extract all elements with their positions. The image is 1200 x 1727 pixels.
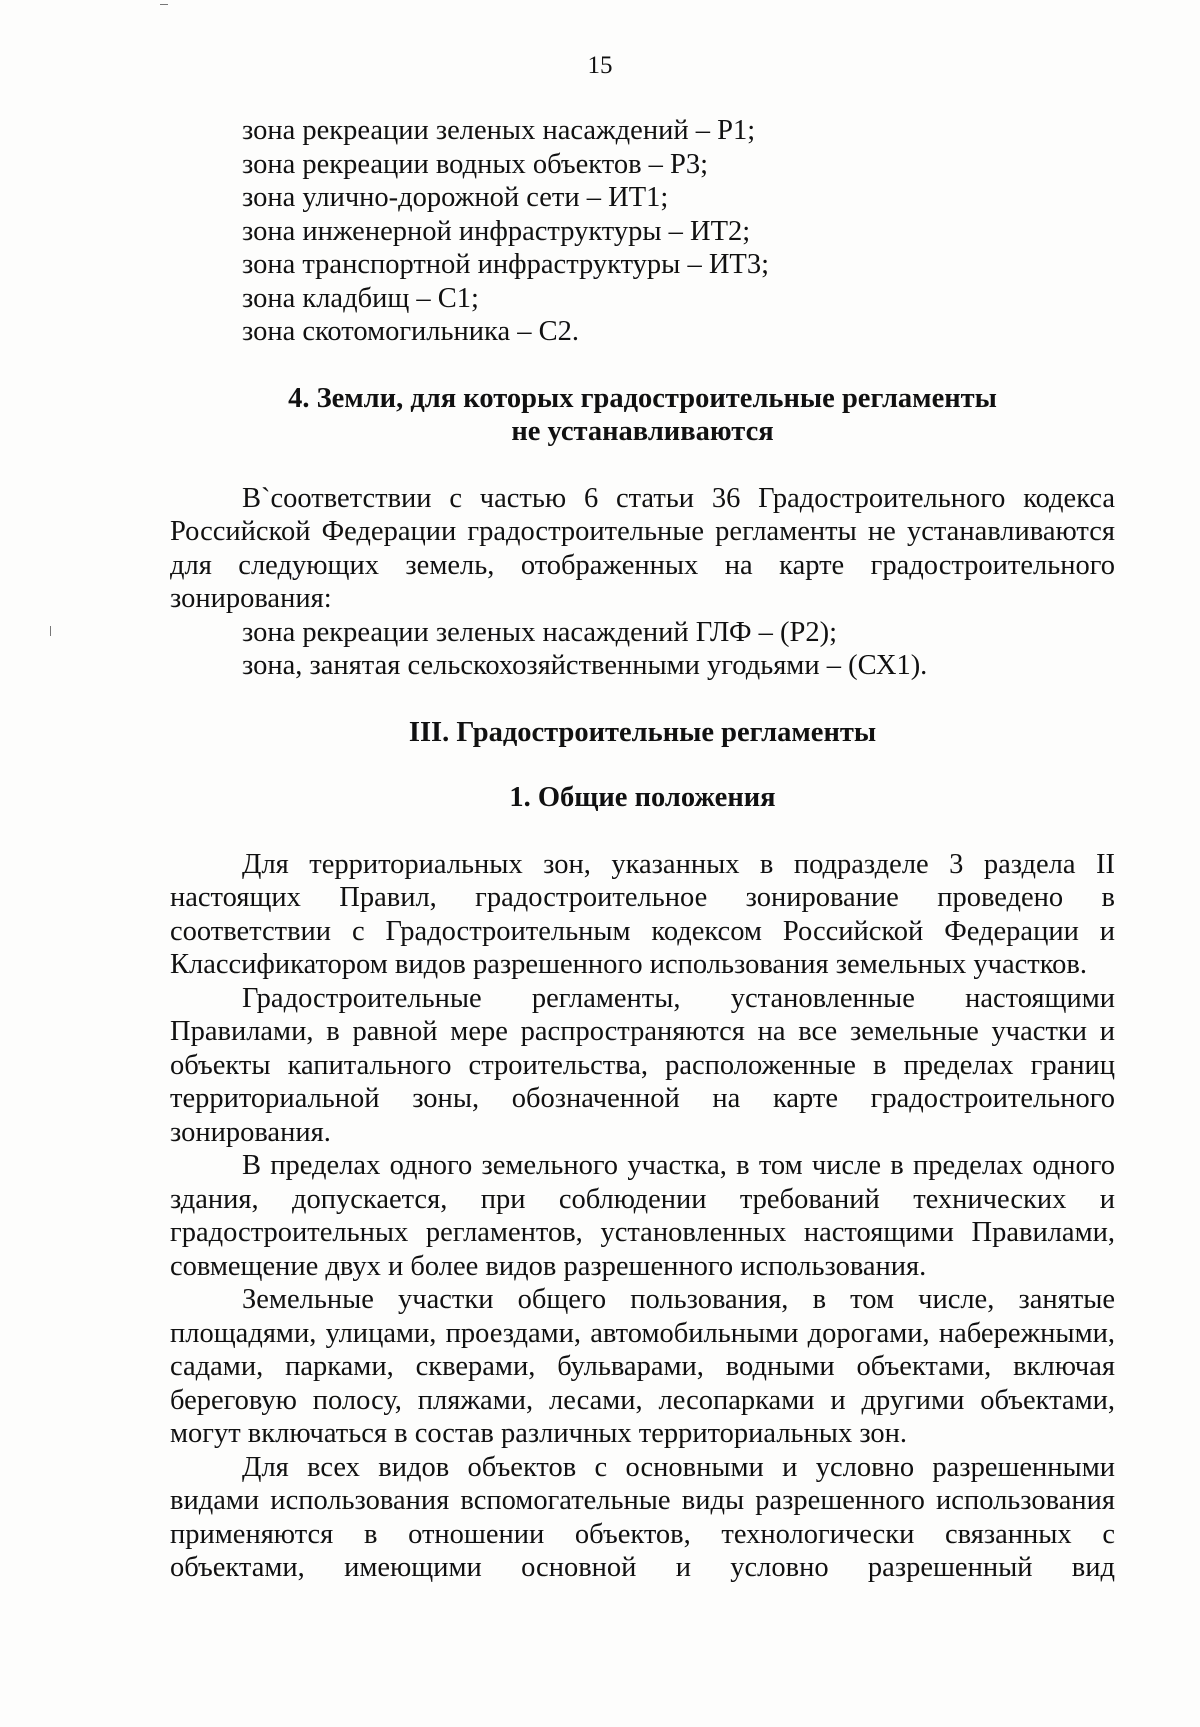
paragraph: Земельные участки общего пользования, в том числе, занятые площадями, улицами, проездами, автомобильными дорогами, набережными, садами, парками, скверами, бульварами, водными объектами, включая береговую полосу, пляжами, лесами, лесопарками и другими объектами, могут включаться в состав различных территориальных зон.	[170, 1284, 1115, 1449]
section-heading-line: 4. Земли, для которых градостроительные регламенты	[288, 382, 997, 414]
document-body	[170, 114, 1115, 1585]
paragraph: В`соответствии с частью 6 статьи 36 Градостроительного кодекса Российской Федерации градостроительные регламенты не устанавливаются для следующих земель, отображенных на карте градостроительного зонирования:	[170, 482, 1115, 614]
list-item: зона транспортной инфраструктуры – ИТ3;	[242, 249, 769, 280]
list-item: зона кладбищ – С1;	[242, 282, 479, 314]
list-item: зона инженерной инфраструктуры – ИТ2;	[242, 215, 751, 247]
part-heading: III. Градостроительные регламенты	[408, 716, 877, 748]
page-number: 15	[587, 52, 613, 79]
list-item: зона, занятая сельскохозяйственными угодьями – (СХ1).	[242, 650, 928, 681]
section-heading-line: не устанавливаются	[511, 416, 774, 447]
list-item: зона рекреации зеленых насаждений – Р1;	[242, 115, 756, 146]
list-item: зона улично-дорожной сети – ИТ1;	[242, 182, 669, 213]
zone-list-exempt	[170, 616, 1115, 683]
list-item: зона рекреации водных объектов – Р3;	[242, 148, 709, 180]
list-item: зона скотомогильника – С2.	[242, 316, 579, 347]
scan-artifact	[160, 4, 168, 5]
paragraph: Для всех видов объектов с основными и условно разрешенными видами использования вспомогательные виды разрешенного использования применяются в отношении объектов, технологически связанных с объектами, имеющими основной и условно разрешенный вид	[170, 1451, 1115, 1583]
zone-list-top	[170, 114, 1115, 349]
list-item: зона рекреации зеленых насаждений ГЛФ – (Р2);	[242, 616, 838, 648]
paragraph: В пределах одного земельного участка, в том числе в пределах одного здания, допускается, при соблюдении требований технических и градостроительных регламентов, установленных настоящими Правилами, совмещение двух и более видов разрешенного использования.	[170, 1150, 1115, 1282]
section-heading	[170, 382, 1115, 449]
scan-artifact	[50, 626, 51, 636]
subsection-heading: 1. Общие положения	[509, 782, 776, 813]
paragraph: Градостроительные регламенты, установленные настоящими Правилами, в равной мере распространяются на все земельные участки и объекты капитального строительства, расположенные в пределах границ территориальной зоны, обозначенной на карте градостроительного зонирования.	[170, 982, 1115, 1148]
paragraph: Для территориальных зон, указанных в подразделе 3 раздела II настоящих Правил, градостроительное зонирование проведено в соответствии с Градостроительным кодексом Российской Федерации и Классификатором видов разрешенного использования земельных участков.	[170, 848, 1115, 980]
